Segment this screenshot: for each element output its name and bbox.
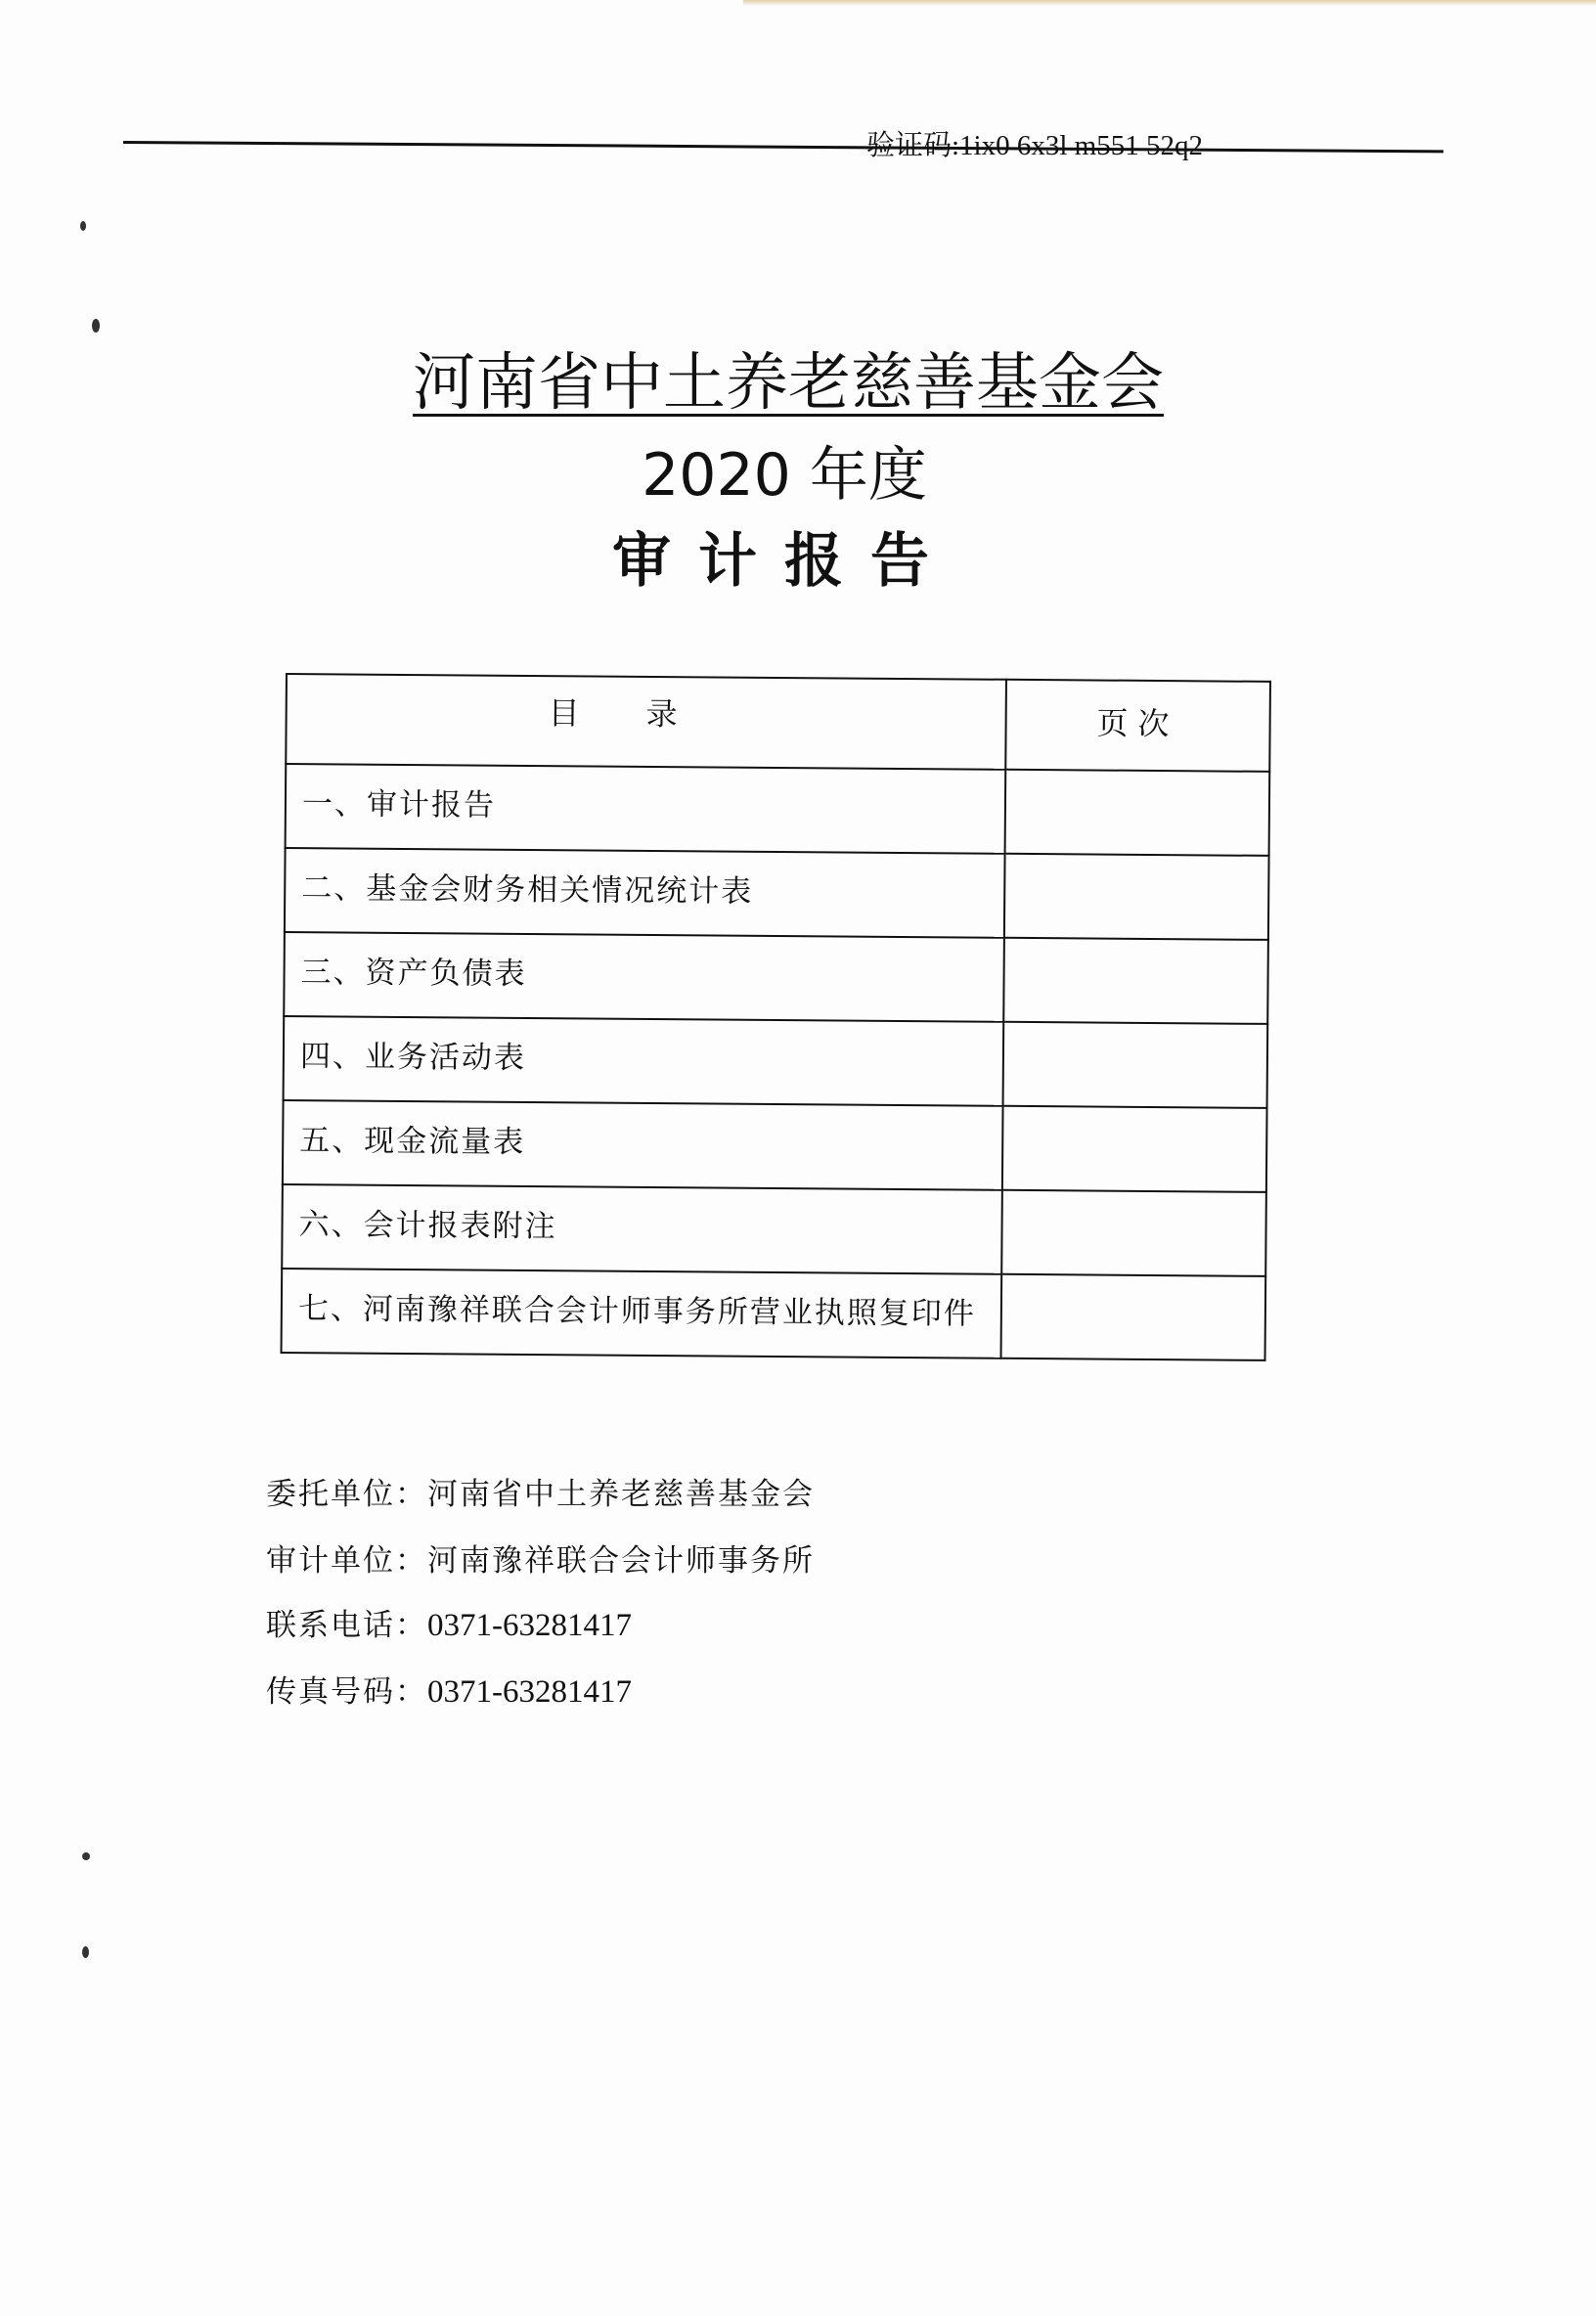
- toc-item-label: 四、业务活动表: [284, 1016, 1003, 1106]
- binding-speck: [82, 1852, 90, 1860]
- auditor-line: [266, 1536, 815, 1580]
- table-of-contents: [281, 673, 1271, 1361]
- table-row: [284, 932, 1268, 1024]
- report-title: 审计报告: [612, 527, 956, 596]
- toc-item-page: [1000, 1274, 1265, 1360]
- toc-header-page: 页次: [1005, 680, 1270, 772]
- auditor-label: 审计单位：: [266, 1543, 427, 1579]
- phone-line: [266, 1600, 632, 1644]
- table-row: [284, 1016, 1268, 1108]
- toc-item-label: 一、审计报告: [286, 764, 1005, 854]
- binding-speck: [80, 221, 86, 231]
- toc-header-title: 目录: [286, 674, 1005, 770]
- toc-item-label: 三、资产负债表: [284, 932, 1003, 1022]
- fax-line: [266, 1667, 632, 1711]
- table-row: [283, 1100, 1267, 1192]
- toc-item-page: [1002, 1106, 1267, 1192]
- phone-value: 0371-63281417: [427, 1608, 632, 1643]
- table-row: [286, 764, 1270, 856]
- toc-item-label: 二、基金会财务相关情况统计表: [285, 848, 1004, 938]
- phone-label: 联系电话：: [266, 1608, 427, 1643]
- client-label: 委托单位：: [266, 1477, 427, 1512]
- organization-title: 河南省中土养老慈善基金会: [413, 347, 1164, 420]
- toc-item-page: [1001, 1190, 1266, 1276]
- toc-item-page: [1004, 770, 1269, 856]
- toc-item-page: [1002, 1022, 1267, 1108]
- fax-label: 传真号码：: [266, 1674, 427, 1710]
- report-year: 2020 年度: [642, 441, 927, 510]
- fax-value: 0371-63281417: [427, 1674, 632, 1710]
- verification-code: 验证码:1ix0 6x3l m551 52q2: [866, 130, 1203, 161]
- toc-item-label: 六、会计报表附注: [282, 1184, 1001, 1274]
- binding-speck: [92, 319, 100, 333]
- binding-speck: [82, 1946, 89, 1958]
- toc-item-label: 五、现金流量表: [283, 1100, 1002, 1190]
- auditor-value: 河南豫祥联合会计师事务所: [427, 1543, 815, 1579]
- client-line: [266, 1469, 815, 1513]
- table-row: [285, 848, 1269, 940]
- toc-item-page: [1003, 938, 1268, 1024]
- client-value: 河南省中土养老慈善基金会: [427, 1477, 815, 1512]
- toc-item-page: [1004, 854, 1269, 940]
- toc-item-label: 七、河南豫祥联合会计师事务所营业执照复印件: [282, 1269, 1001, 1358]
- table-row: [282, 1184, 1266, 1276]
- scan-edge: [743, 0, 1596, 6]
- table-row: [282, 1269, 1266, 1360]
- header-rule: [123, 141, 1443, 153]
- toc-header-row: [286, 674, 1270, 772]
